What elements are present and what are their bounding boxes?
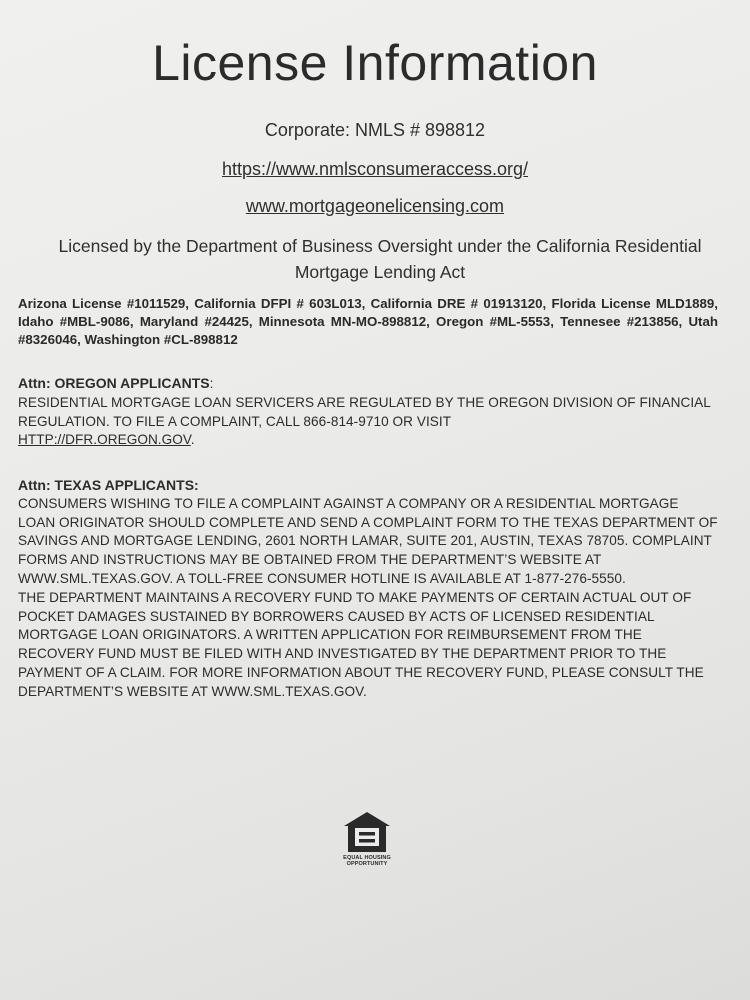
texas-recovery-fund-paragraph: THE DEPARTMENT MAINTAINS A RECOVERY FUND TO MAKE PAYMENTS OF CERTAIN ACTUAL OUT OF POCKET DAMAGES SUSTAINED BY BORROWERS CAUSED BY ACTS OF LICENSED RESIDENTIAL MORTGAGE LOAN ORIGINATORS. A WRITTEN APPLICATION FOR REIMBURSEMENT FROM THE RECOVERY FUND MUST BE FILED WITH AND INVESTIGATED BY THE DEPARTMENT PRIOR TO THE PAYMENT OF A CLAIM. FOR MORE INFORMATION ABOUT THE RECOVERY FUND, PLEASE CONSULT THE DEPARTMENT’S WEBSITE AT WWW.SML.TEXAS.GOV. [18, 589, 704, 699]
mortgage-one-licensing-link[interactable]: www.mortgageonelicensing.com [245, 196, 505, 216]
texas-applicants-section [18, 476, 718, 702]
equal-housing-logo [338, 810, 396, 867]
oregon-link-period: . [190, 432, 195, 448]
oregon-heading-colon: : [209, 376, 214, 391]
texas-heading: Attn: TEXAS APPLICANTS: [18, 477, 199, 493]
corporate-nmls: Corporate: NMLS # 898812 [264, 120, 486, 140]
equal-housing-line1: EQUAL HOUSING [343, 855, 391, 861]
oregon-body-text: RESIDENTIAL MORTGAGE LOAN SERVICERS ARE REGULATED BY THE OREGON DIVISION OF FINANCIAL REGULATION. TO FILE A COMPLAINT, CALL 866-814-9710 OR VISIT [18, 394, 711, 429]
oregon-body [18, 394, 718, 450]
nmls-consumer-access-link[interactable]: https://www.nmlsconsumeraccess.org/ [221, 159, 529, 179]
oregon-heading-text: Attn: OREGON APPLICANTS [18, 375, 210, 391]
equal-housing-text [338, 855, 396, 867]
licensed-by-statement: Licensed by the Department of Business Oversight under the California Residential Mortgage Lending Act [58, 236, 702, 282]
texas-complaint-paragraph: CONSUMERS WISHING TO FILE A COMPLAINT AGAINST A COMPANY OR A RESIDENTIAL MORTGAGE LOAN ORIGINATOR SHOULD COMPLETE AND SEND A COMPLAINT FORM TO THE TEXAS DEPARTMENT OF SAVINGS AND MORTGAGE LENDING, 2601 NORTH LAMAR, SUITE 201, AUSTIN, TEXAS 78705. COMPLAINT FORMS AND INSTRUCTIONS MAY BE OBTAINED FROM THE DEPARTMENT’S WEBSITE AT WWW.SML.TEXAS.GOV. A TOLL-FREE CONSUMER HOTLINE IS AVAILABLE AT 1-877-276-5550. [18, 495, 718, 586]
equal-housing-line2: OPPORTUNITY [346, 861, 388, 867]
equal-housing-icon [342, 810, 392, 854]
oregon-heading [18, 374, 718, 394]
state-license-list: Arizona License #1011529, California DFPI # 603L013, California DRE # 01913120, Florida License MLD1889, Idaho #MBL-9086, Maryland #24425, Minnesota MN-MO-898812, Oregon #ML-5553, Tennesee #213856, Utah #8326046, Washington #CL-898812 [18, 296, 718, 347]
oregon-dfr-link[interactable]: HTTP://DFR.OREGON.GOV [18, 432, 191, 448]
oregon-applicants-section [18, 374, 718, 450]
page-title: License Information [152, 35, 598, 91]
